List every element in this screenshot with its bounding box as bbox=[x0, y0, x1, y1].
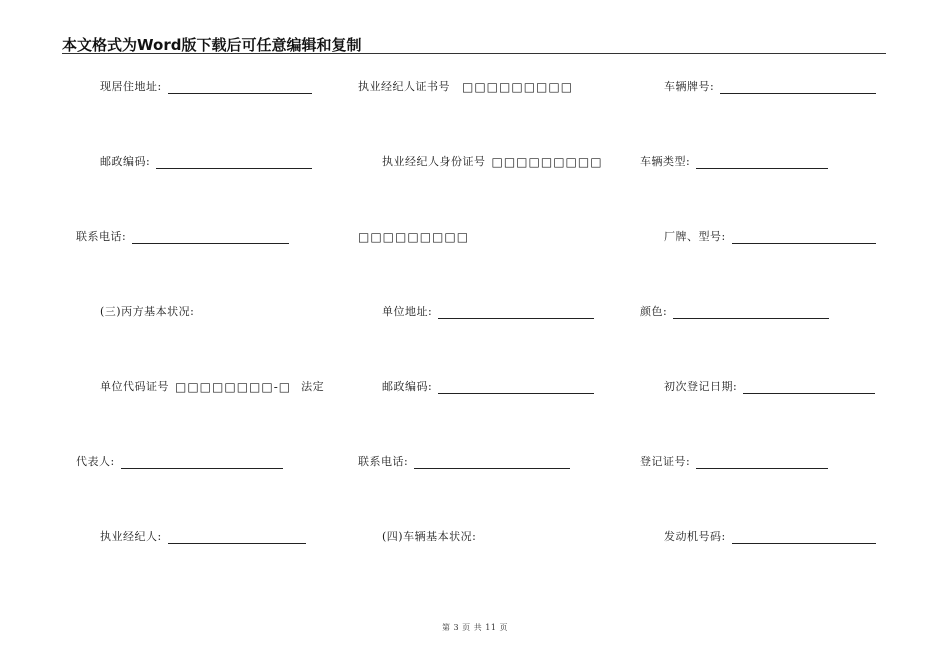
agent-id-label: 执业经纪人身份证号 bbox=[382, 155, 486, 168]
org-code-label: 单位代码证号 bbox=[100, 380, 169, 393]
engine-blank[interactable] bbox=[732, 533, 876, 544]
c-phone-field bbox=[358, 455, 570, 469]
document-header: 本文格式为Word版下载后可任意编辑和复制 bbox=[62, 36, 362, 54]
agent-cert-boxes[interactable]: □□□□□□□□□ bbox=[462, 80, 574, 94]
vehicle-type-label: 车辆类型: bbox=[640, 155, 691, 168]
c-phone-blank[interactable] bbox=[414, 458, 570, 469]
legal-rep-label: 代表人: bbox=[76, 455, 115, 468]
residence-address-field bbox=[100, 80, 312, 94]
reg-cert-field bbox=[640, 455, 828, 469]
residence-address-blank[interactable] bbox=[168, 83, 312, 94]
phone-blank[interactable] bbox=[132, 233, 289, 244]
agent-id-field bbox=[382, 155, 603, 169]
agent-cert-field bbox=[358, 80, 573, 94]
legal-rep-field bbox=[76, 455, 283, 469]
header-rule bbox=[62, 53, 886, 54]
plate-blank[interactable] bbox=[720, 83, 876, 94]
c-postcode-label: 邮政编码: bbox=[382, 380, 433, 393]
org-code-field bbox=[100, 380, 324, 394]
agent-id-continued bbox=[358, 230, 469, 244]
agent-label: 执业经纪人: bbox=[100, 530, 162, 543]
first-reg-blank[interactable] bbox=[743, 383, 875, 394]
agent-id-boxes[interactable]: □□□□□□□□□ bbox=[491, 155, 603, 169]
residence-address-label: 现居住地址: bbox=[100, 80, 162, 93]
legal-prefix-text: 法定 bbox=[301, 380, 325, 393]
vehicle-type-blank[interactable] bbox=[696, 158, 828, 169]
c-phone-label: 联系电话: bbox=[358, 455, 409, 468]
postcode-label: 邮政编码: bbox=[100, 155, 151, 168]
c-postcode-field bbox=[382, 380, 594, 394]
model-blank[interactable] bbox=[732, 233, 876, 244]
party-c-heading bbox=[100, 305, 194, 319]
color-blank[interactable] bbox=[673, 308, 829, 319]
agent-id-boxes-cont[interactable]: □□□□□□□□□ bbox=[358, 230, 470, 244]
plate-label: 车辆牌号: bbox=[664, 80, 715, 93]
unit-address-field bbox=[382, 305, 594, 319]
postcode-blank[interactable] bbox=[156, 158, 312, 169]
plate-field bbox=[664, 80, 876, 94]
engine-label: 发动机号码: bbox=[664, 530, 726, 543]
org-code-boxes[interactable]: □□□□□□□□-□ bbox=[175, 380, 292, 394]
vehicle-status-label: (四)车辆基本状况: bbox=[382, 530, 477, 543]
first-reg-label: 初次登记日期: bbox=[664, 380, 738, 393]
postcode-field bbox=[100, 155, 312, 169]
vehicle-type-field bbox=[640, 155, 828, 169]
agent-blank[interactable] bbox=[168, 533, 306, 544]
unit-address-label: 单位地址: bbox=[382, 305, 433, 318]
unit-address-blank[interactable] bbox=[438, 308, 594, 319]
page-number: 第 3 页 共 11 页 bbox=[442, 623, 508, 632]
color-label: 颜色: bbox=[640, 305, 668, 318]
model-field bbox=[664, 230, 876, 244]
c-postcode-blank[interactable] bbox=[438, 383, 594, 394]
color-field bbox=[640, 305, 829, 319]
vehicle-status-heading bbox=[382, 530, 476, 544]
agent-field bbox=[100, 530, 306, 544]
legal-rep-blank[interactable] bbox=[121, 458, 283, 469]
party-c-label: (三)丙方基本状况: bbox=[100, 305, 195, 318]
engine-field bbox=[664, 530, 876, 544]
reg-cert-label: 登记证号: bbox=[640, 455, 691, 468]
phone-field bbox=[76, 230, 289, 244]
phone-label: 联系电话: bbox=[76, 230, 127, 243]
agent-cert-label: 执业经纪人证书号 bbox=[358, 80, 450, 93]
reg-cert-blank[interactable] bbox=[696, 458, 828, 469]
first-reg-field bbox=[664, 380, 875, 394]
model-label: 厂牌、型号: bbox=[664, 230, 726, 243]
